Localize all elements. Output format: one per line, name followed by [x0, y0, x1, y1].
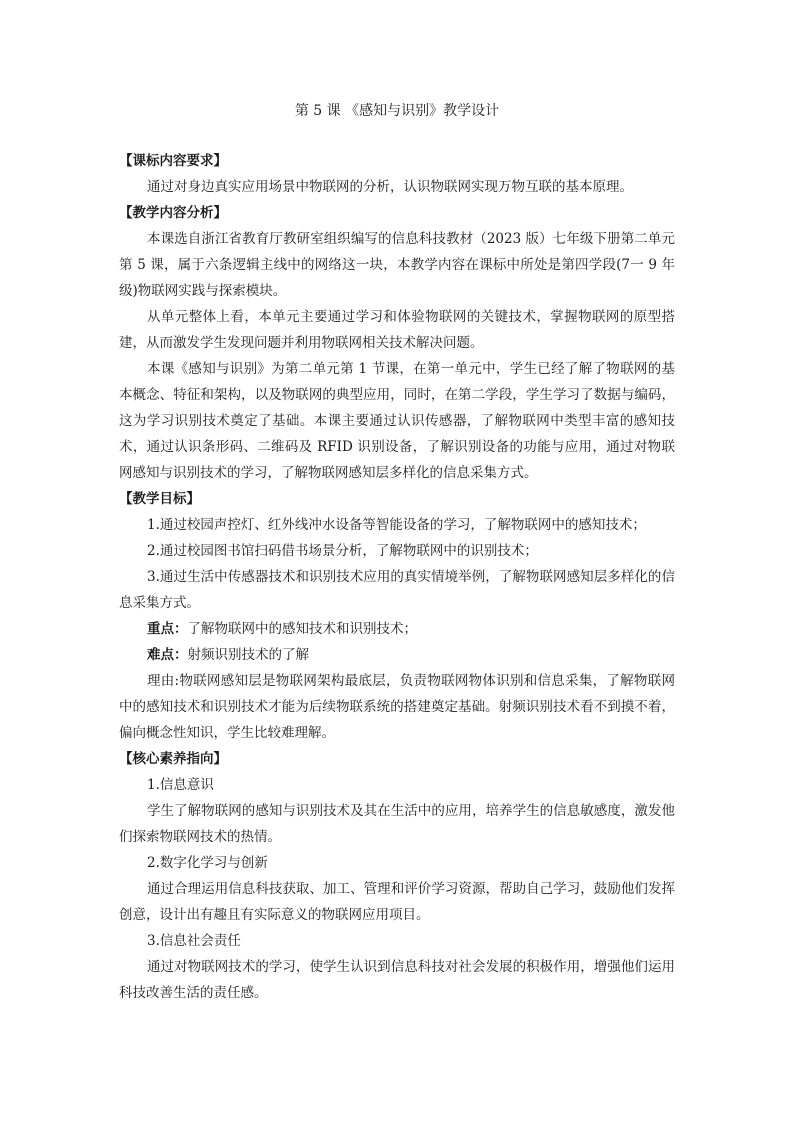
analysis-paragraph-2: 从单元整体上看，本单元主要通过学习和体验物联网的关键技术，掌握物联网的原型搭建，从而激发学生发现问题并利用物联网相关技术解决问题。 [119, 309, 675, 351]
reason-paragraph: 理由:物联网感知层是物联网架构最底层，负责物联网物体识别和信息采集，了解物联网中的感知技术和识别技术才能为后续物联系统的搭建奠定基础。射频识别技术看不到摸不着，偏向概念性知识，学生比较难理解。 [119, 673, 675, 741]
analysis-paragraph-1: 本课选自浙江省教育厅教研室组织编写的信息科技教材（2023 版）七年级下册第二单元第 5 课，属于六条逻辑主线中的网络这一块，本教学内容在课标中所处是第四学段(7一 9 年级)物联网实践与探索模块。 [119, 231, 675, 299]
document-title: 第 5 课 《感知与识别》教学设计 [294, 103, 500, 119]
goal-item-3: 3.通过生活中传感器技术和识别技术应用的真实情境举例，了解物联网感知层多样化的信息采集方式。 [119, 569, 675, 611]
section-heading-literacy: 【核心素养指向】 [119, 751, 227, 767]
goal-item-1: 1.通过校园声控灯、红外线冲水设备等智能设备的学习，了解物联网中的感知技术； [147, 517, 646, 533]
document-body [119, 148, 675, 1006]
literacy-label-1: 1.信息意识 [147, 777, 214, 793]
difficulty-text: 射频识别技术的了解 [187, 647, 309, 663]
section-heading-analysis: 【教学内容分析】 [119, 205, 227, 221]
section-heading-curriculum: 【课标内容要求】 [119, 153, 227, 169]
curriculum-paragraph: 通过对身边真实应用场景中物联网的分析，认识物联网实现万物互联的基本原理。 [147, 179, 633, 195]
literacy-text-3: 通过对物联网技术的学习，使学生认识到信息科技对社会发展的积极作用，增强他们运用科技改善生活的责任感。 [119, 959, 675, 1001]
analysis-paragraph-3: 本课《感知与识别》为第二单元第 1 节课，在第一单元中，学生已经了解了物联网的基本概念、特征和架构，以及物联网的典型应用，同时，在第二学段，学生学习了数据与编码，这为学习识别技术奠定了基础。本课主要通过认识传感器，了解物联网中类型丰富的感知技术，通过认识条形码、二维码及 RFID 识别设备，了解识别设备的功能与应用，通过对物联网感知与识别技术的学习，了解物联网感知层多样化的信息采集方式。 [119, 361, 675, 481]
key-point-text: 了解物联网中的感知技术和识别技术； [187, 621, 417, 637]
goal-item-2: 2.通过校园图书馆扫码借书场景分析，了解物联网中的识别技术； [147, 543, 538, 559]
key-point-label: 重点： [147, 621, 188, 637]
literacy-text-1: 学生了解物联网的感知与识别技术及其在生活中的应用，培养学生的信息敏感度，激发他们探索物联网技术的热情。 [119, 803, 675, 845]
literacy-label-3: 3.信息社会责任 [147, 933, 241, 949]
difficulty-point [119, 642, 675, 668]
literacy-text-2: 通过合理运用信息科技获取、加工、管理和评价学习资源，帮助自己学习，鼓励他们发挥创意，设计出有趣且有实际意义的物联网应用项目。 [119, 881, 675, 923]
section-heading-goals: 【教学目标】 [119, 491, 200, 507]
key-point [119, 616, 675, 642]
literacy-label-2: 2.数字化学习与创新 [147, 855, 268, 871]
difficulty-label: 难点： [147, 647, 188, 663]
